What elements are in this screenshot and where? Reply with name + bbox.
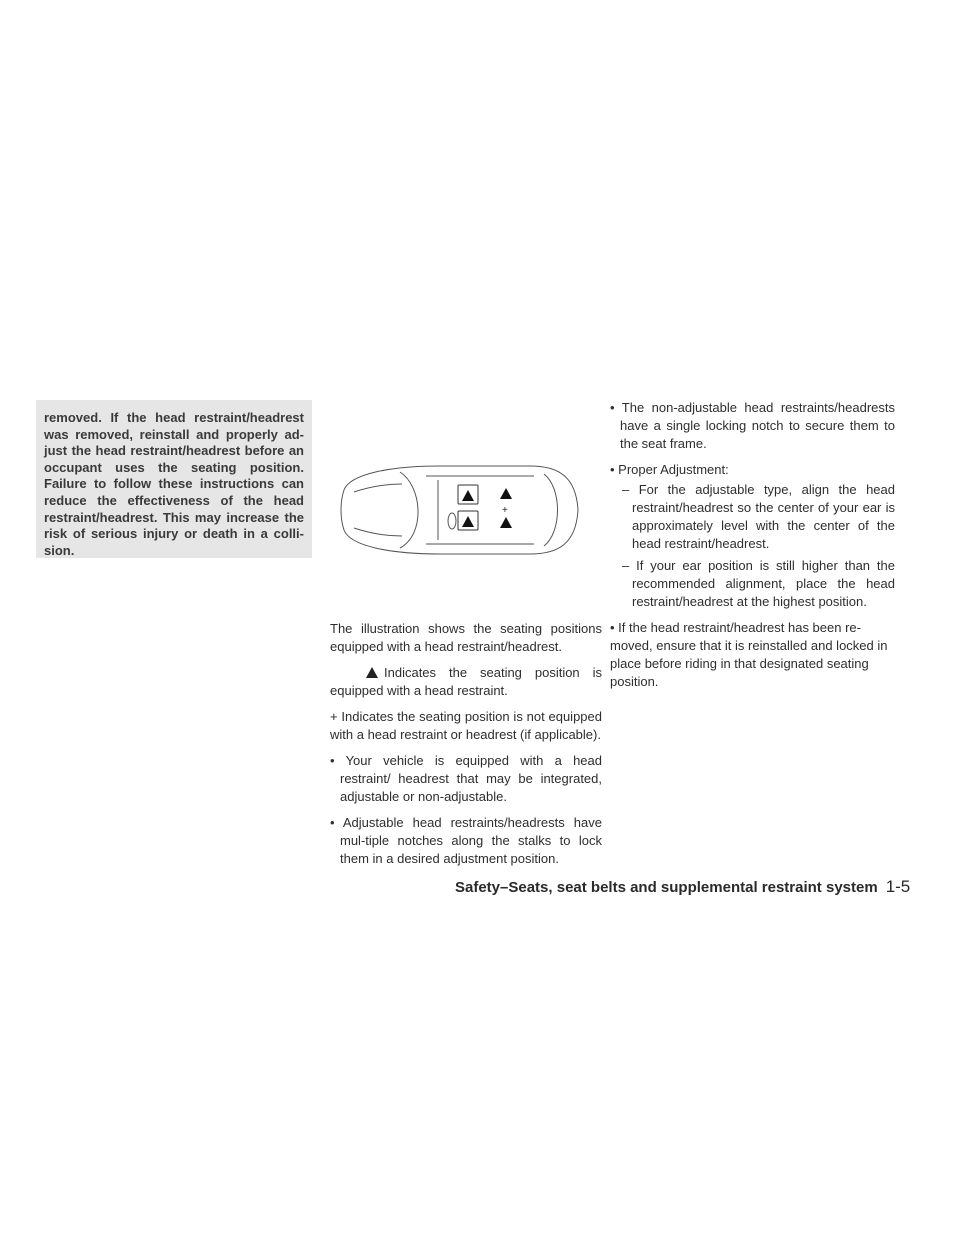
bullet-item: • Proper Adjustment:: [610, 462, 729, 477]
warning-box: [36, 400, 312, 558]
vehicle-windshield: [400, 472, 418, 548]
vehicle-body-outline: [341, 466, 578, 554]
right-column: [610, 399, 895, 699]
steering-wheel: [448, 513, 456, 529]
vehicle-roof-line: [426, 476, 534, 544]
intro-paragraph: The illustration shows the seating positions equipped with a head restraint/headrest.: [330, 621, 602, 654]
sub-bullet-item: – If your ear position is still higher than the recommended alignment, place the head restraint/headrest at the highest position.: [622, 558, 895, 609]
warning-text: removed. If the head restraint/headrest was removed, reinstall and properly ad-just the head restraint/headrest before an occupant uses the seating position. Failure to follow these instructions can reduce the effectiveness of the head restraint/headrest. This may increase the risk of serious injury or death in a colli-sion.: [44, 410, 304, 558]
bullet-item: • Adjustable head restraints/headrests have mul-tiple notches along the stalks to lock them in a desired adjustment position.: [330, 815, 602, 866]
middle-column: [330, 620, 602, 876]
bullet-item: • Your vehicle is equipped with a head restraint/ headrest that may be integrated, adjustable or non-adjustable.: [330, 753, 602, 804]
vehicle-hood-line-bottom: [354, 528, 402, 536]
footer-section-title: Safety–Seats, seat belts and supplemental restraint system: [455, 879, 878, 896]
page-footer: [455, 877, 911, 897]
headrest-triangle-icon: [500, 488, 512, 499]
sub-bullet-item: – For the adjustable type, align the head restraint/headrest so the center of your ear is approximately level with the center of the head restraint/headrest.: [622, 482, 895, 551]
headrest-triangle-icon: [366, 667, 378, 678]
page-number: 1-5: [885, 877, 911, 896]
no-headrest-plus-icon: +: [502, 505, 508, 516]
bullet-item: • The non-adjustable head restraints/headrests have a single locking notch to secure them to the seat frame.: [610, 400, 895, 451]
legend-triangle-paragraph: [330, 664, 602, 700]
legend-plus-paragraph: + Indicates the seating position is not equipped with a head restraint or headrest (if applicable).: [330, 709, 602, 742]
legend-triangle-text: Indicates the seating position is equipped with a head restraint.: [330, 665, 602, 698]
bullet-item: • If the head restraint/headrest has been re-moved, ensure that it is reinstalled and locked in place before riding in that designated seating position.: [610, 620, 888, 689]
vehicle-hood-line-top: [354, 484, 402, 492]
vehicle-rear-window: [544, 474, 558, 546]
vehicle-seating-illustration: [330, 452, 590, 570]
headrest-triangle-icon: [500, 517, 512, 528]
